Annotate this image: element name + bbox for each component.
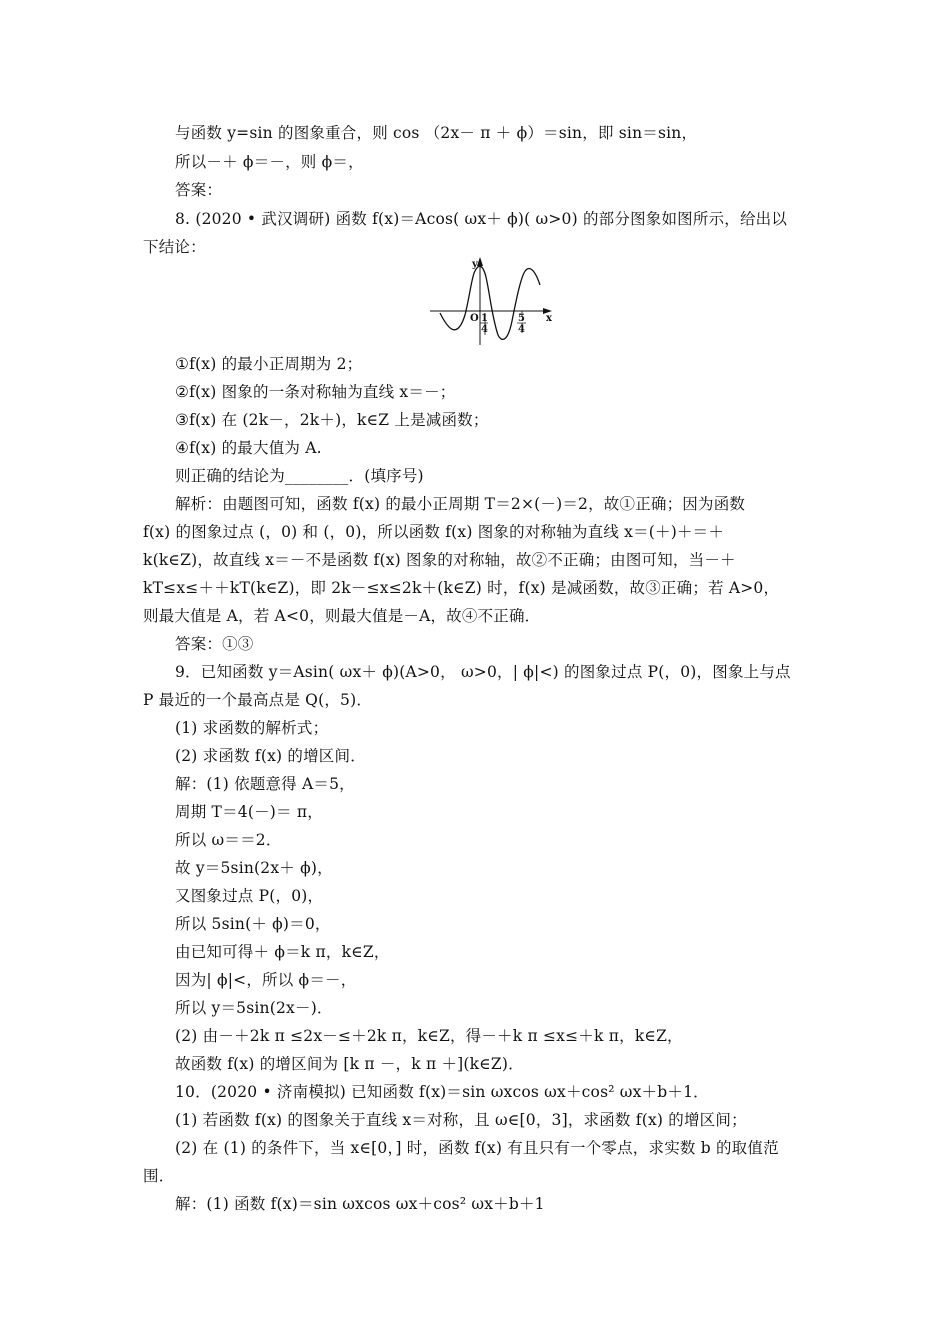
y-axis-arrow-icon	[477, 257, 483, 266]
function-graph	[428, 255, 558, 347]
text-line: 则正确的结论为________．(填序号)	[175, 467, 424, 485]
conclusion-2: ②f(x) 图象的一条对称轴为直线 x＝－；	[175, 383, 456, 401]
conclusion-3: ③f(x) 在 (2k－，2k＋)，k∈Z 上是减函数；	[175, 411, 489, 429]
text-line: 下结论：	[143, 238, 206, 256]
text-line: 与函数 y=sin 的图象重合，则 cos （2x－ π ＋ ϕ）＝sin，即 sin＝sin，	[175, 124, 698, 142]
tick-5-4-denominator: 4	[518, 324, 525, 335]
tick-5-4-numerator: 5	[518, 313, 525, 324]
text-line: (2) 求函数 f(x) 的增区间．	[175, 747, 366, 765]
tick-1-4-denominator: 4	[481, 324, 488, 335]
solution-line: 故 y＝5sin(2x＋ ϕ)，	[175, 859, 333, 877]
question-8-line: 8. (2020 • 武汉调研) 函数 f(x)＝Acos( ωx＋ ϕ)( ω>0) 的部分图象如图所示，给出以	[175, 210, 788, 228]
origin-label: O	[470, 313, 479, 324]
analysis-line: f(x) 的图象过点 (，0) 和 (，0)，所以函数 f(x) 图象的对称轴为直线 x＝(＋)＋＝＋	[143, 523, 725, 541]
analysis-line: 解析：由题图可知，函数 f(x) 的最小正周期 T＝2×(－)＝2，故①正确；因为函数	[175, 495, 746, 513]
y-axis-label: y	[472, 259, 478, 270]
solution-line: 由已知可得＋ ϕ＝k π，k∈Z，	[175, 943, 390, 961]
text-line: (1) 求函数的解析式；	[175, 719, 329, 737]
text-line: 答案：	[175, 181, 223, 199]
solution-line: 周期 T＝4(－)＝ π，	[175, 803, 323, 821]
text-line: P 最近的一个最高点是 Q(，5)．	[143, 691, 373, 709]
solution-line: 所以 5sin(＋ ϕ)＝0，	[175, 915, 331, 933]
solution-line: 故函数 f(x) 的增区间为 [k π －，k π ＋](k∈Z)．	[175, 1055, 524, 1073]
text-line: (2) 在 (1) 的条件下，当 x∈[0，] 时，函数 f(x) 有且只有一个零点，求实数 b 的取值范	[175, 1139, 779, 1157]
cosine-curve	[440, 266, 540, 339]
analysis-line: 则最大值是 A，若 A<0，则最大值是－A，故④不正确．	[143, 607, 541, 625]
text-line: (1) 若函数 f(x) 的图象关于直线 x＝对称，且 ω∈[0，3]，求函数 f(x) 的增区间；	[175, 1111, 747, 1129]
text-line: 围．	[143, 1167, 175, 1185]
analysis-line: k(k∈Z)，故直线 x＝－不是函数 f(x) 图象的对称轴，故②不正确；由图可知，当－＋	[143, 551, 736, 569]
conclusion-4: ④f(x) 的最大值为 A.	[175, 439, 322, 457]
solution-line: 因为| ϕ|<，所以 ϕ＝－，	[175, 971, 357, 989]
x-axis-label: x	[546, 313, 552, 324]
solution-line: 所以 ω＝＝2．	[175, 831, 282, 849]
solution-line: 又图象过点 P(，0)，	[175, 887, 324, 905]
text-line: 所以－＋ ϕ＝－，则 ϕ＝，	[175, 153, 364, 171]
conclusion-1: ①f(x) 的最小正周期为 2；	[175, 355, 363, 373]
solution-line: 解：(1) 函数 f(x)＝sin ωxcos ωx＋cos² ωx＋b＋1	[175, 1195, 545, 1213]
solution-line: 所以 y＝5sin(2x－)．	[175, 999, 333, 1017]
analysis-line: kT≤x≤＋＋kT(k∈Z)，即 2k－≤x≤2k＋(k∈Z) 时，f(x) 是减函数，故③正确；若 A>0，	[143, 579, 780, 597]
answer-line: 答案：①③	[175, 635, 254, 653]
question-9-line: 9．已知函数 y＝Asin( ωx＋ ϕ)(A>0， ω>0，| ϕ|<) 的图象过点 P(，0)，图象上与点	[175, 663, 791, 681]
solution-line: (2) 由－＋2k π ≤2x－≤＋2k π，k∈Z，得－＋k π ≤x≤＋k π，k∈Z，	[175, 1027, 683, 1045]
question-10-line: 10．(2020 • 济南模拟) 已知函数 f(x)＝sin ωxcos ωx＋cos² ωx＋b＋1．	[175, 1083, 709, 1101]
solution-line: 解：(1) 依题意得 A＝5，	[175, 775, 355, 793]
tick-1-4-numerator: 1	[481, 313, 488, 324]
